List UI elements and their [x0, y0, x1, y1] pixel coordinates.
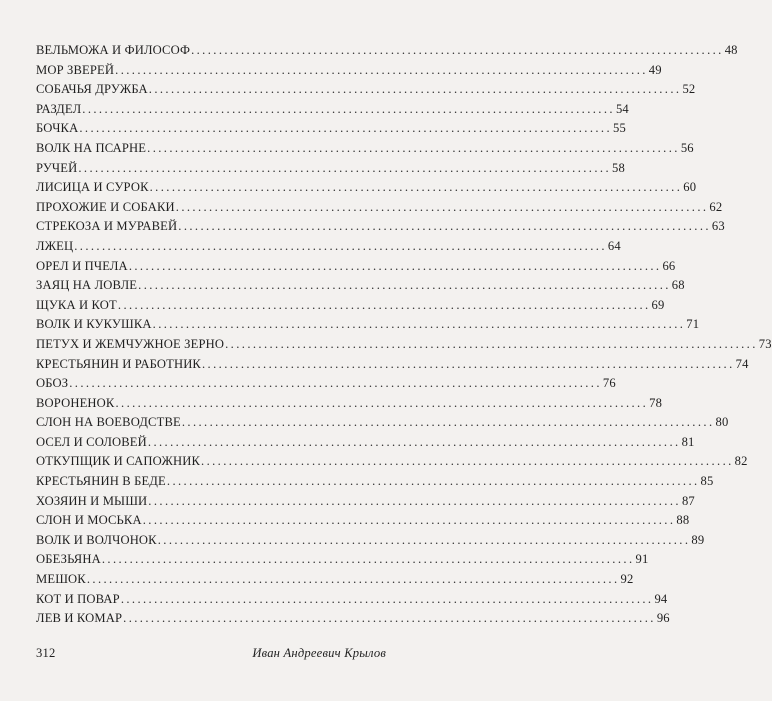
toc-entry-page: 78	[649, 395, 663, 410]
toc-leader-dots: ................................................................................................	[86, 572, 620, 587]
toc-entry-page: 96	[656, 611, 670, 626]
toc-entry-page: 94	[654, 591, 668, 606]
toc-entry	[36, 550, 649, 570]
toc-entry	[36, 590, 668, 610]
toc-entry-title: ЛИСИЦА И СУРОК	[36, 180, 149, 195]
toc-entry-page: 58	[612, 160, 625, 175]
toc-entry-title: ХОЗЯИН И МЫШИ	[36, 493, 148, 508]
toc-leader-dots: ................................................................................................	[79, 121, 613, 136]
toc-leader-dots: ................................................................................................	[123, 611, 656, 626]
toc-entry-title: ПРОХОЖИЕ И СОБАКИ	[36, 199, 175, 214]
toc-entry	[36, 296, 665, 316]
toc-entry-title: МОР ЗВЕРЕЙ	[36, 62, 115, 77]
toc-entry	[36, 452, 748, 472]
toc-entry-title: ОТКУПЩИК И САПОЖНИК	[36, 454, 201, 469]
toc-entry-title: ПЕТУХ И ЖЕМЧУЖНОЕ ЗЕРНО	[36, 336, 225, 351]
footer-author: Иван Андреевич Крылов	[252, 646, 386, 660]
toc-entry-title: ВОЛК И КУКУШКА	[36, 317, 152, 332]
toc-entry	[36, 570, 634, 590]
toc-entry	[36, 61, 662, 81]
toc-leader-dots: ................................................................................................	[115, 395, 649, 410]
toc-entry-page: 87	[681, 493, 695, 508]
toc-entry	[36, 374, 616, 394]
toc-entry	[36, 178, 697, 198]
toc-leader-dots: ................................................................................................	[202, 356, 735, 371]
toc-entry	[36, 413, 729, 433]
toc-entry-title: ВОЛК И ВОЛЧОНОК	[36, 532, 157, 547]
toc-entry-page: 91	[635, 552, 649, 567]
toc-entry	[36, 139, 694, 159]
toc-entry-title: КОТ И ПОВАР	[36, 591, 120, 606]
toc-leader-dots: ................................................................................................	[142, 513, 676, 528]
toc-entry-page: 56	[680, 140, 694, 155]
toc-entry-page: 92	[620, 572, 634, 587]
toc-entry-page: 55	[613, 121, 626, 136]
toc-entry-title: ОРЕЛ И ПЧЕЛА	[36, 258, 128, 273]
toc-entry-title: ЗАЯЦ НА ЛОВЛЕ	[36, 278, 138, 293]
toc-entry-title: РАЗДЕЛ	[36, 101, 82, 116]
toc-entry	[36, 217, 725, 237]
toc-leader-dots: ................................................................................................	[201, 454, 734, 469]
toc-entry-title: ВОЛК НА ПСАРНЕ	[36, 140, 147, 155]
toc-leader-dots: ................................................................................................	[191, 43, 724, 57]
toc-entry-page: 85	[700, 474, 714, 489]
toc-leader-dots: ................................................................................................	[175, 199, 709, 214]
toc-leader-dots: ................................................................................................	[138, 278, 671, 293]
toc-entry-title: ЛЕВ И КОМАР	[36, 611, 123, 626]
footer-page-number: 312	[36, 646, 56, 660]
toc-leader-dots: ................................................................................................	[128, 258, 662, 273]
toc-entry	[36, 492, 695, 512]
toc-entry-page: 63	[711, 219, 725, 234]
toc-entry-title: МЕШОК	[36, 572, 86, 587]
toc-entry-page: 64	[607, 238, 621, 253]
toc-entry	[36, 335, 772, 355]
toc-entry-title: ОБЕЗЬЯНА	[36, 552, 101, 567]
toc-leader-dots: ................................................................................................	[225, 336, 758, 351]
toc-entry-page: 62	[709, 199, 723, 214]
toc-entry-page: 48	[724, 43, 738, 57]
toc-entry-page: 52	[682, 82, 696, 97]
toc-entry-page: 69	[651, 297, 665, 312]
toc-leader-dots: ................................................................................................	[147, 140, 680, 155]
toc-entry-title: РУЧЕЙ	[36, 160, 78, 175]
toc-entry	[36, 119, 626, 139]
toc-entry	[36, 100, 629, 120]
toc-entry-title: КРЕСТЬЯНИН В БЕДЕ	[36, 474, 166, 489]
toc-leader-dots: ................................................................................................	[152, 317, 686, 332]
toc-entry	[36, 159, 625, 179]
toc-leader-dots: ................................................................................................	[115, 62, 648, 77]
toc-leader-dots: ................................................................................................	[149, 180, 683, 195]
toc-entry	[36, 198, 723, 218]
toc-entry-page: 80	[715, 415, 729, 430]
toc-leader-dots: ................................................................................................	[148, 82, 682, 97]
toc-entry-page: 60	[683, 180, 697, 195]
toc-entry	[36, 315, 700, 335]
toc-entry	[36, 511, 690, 531]
toc-entry-page: 73	[758, 336, 772, 351]
toc-leader-dots: ................................................................................................	[69, 376, 602, 391]
toc-entry-title: ВОРОНЕНОК	[36, 395, 115, 410]
toc-leader-dots: ................................................................................................	[148, 493, 681, 508]
toc-entry	[36, 394, 663, 414]
toc-leader-dots: ................................................................................................	[78, 160, 611, 175]
toc-entry	[36, 531, 705, 551]
toc-entry-title: СТРЕКОЗА И МУРАВЕЙ	[36, 219, 178, 234]
toc-entry	[36, 237, 621, 257]
toc-entry-page: 88	[676, 513, 690, 528]
toc-entry-page: 49	[648, 62, 662, 77]
toc-entry-page: 76	[602, 376, 616, 391]
toc-entry-title: СЛОН И МОСЬКА	[36, 513, 142, 528]
table-of-contents	[36, 41, 772, 629]
toc-entry-page: 66	[662, 258, 676, 273]
toc-leader-dots: ................................................................................................	[74, 238, 607, 253]
toc-entry-page: 81	[681, 434, 695, 449]
toc-leader-dots: ................................................................................................	[178, 219, 711, 234]
toc-entry	[36, 41, 738, 61]
toc-leader-dots: ................................................................................................	[117, 297, 651, 312]
toc-entry	[36, 80, 696, 100]
toc-entry-title: ОБОЗ	[36, 376, 69, 391]
toc-entry	[36, 276, 685, 296]
toc-entry	[36, 609, 670, 629]
toc-entry	[36, 433, 695, 453]
toc-entry-title: ЛЖЕЦ	[36, 238, 74, 253]
toc-entry	[36, 472, 714, 492]
toc-entry-title: КРЕСТЬЯНИН И РАБОТНИК	[36, 356, 201, 371]
toc-entry-title: СЛОН НА ВОЕВОДСТВЕ	[36, 415, 181, 430]
toc-leader-dots: ................................................................................................	[147, 434, 681, 449]
toc-leader-dots: ................................................................................................	[82, 101, 615, 116]
toc-leader-dots: ................................................................................................	[166, 474, 700, 489]
toc-leader-dots: ................................................................................................	[157, 532, 691, 547]
toc-entry-title: ВЕЛЬМОЖА И ФИЛОСОФ	[36, 43, 191, 57]
toc-entry-page: 74	[735, 356, 749, 371]
toc-entry-page: 89	[691, 532, 705, 547]
toc-leader-dots: ................................................................................................	[101, 552, 635, 567]
toc-entry	[36, 355, 749, 375]
toc-entry-page: 54	[615, 101, 629, 116]
toc-leader-dots: ................................................................................................	[120, 591, 654, 606]
toc-entry-title: СОБАЧЬЯ ДРУЖБА	[36, 82, 148, 97]
toc-entry-title: БОЧКА	[36, 121, 79, 136]
page-footer	[36, 646, 386, 661]
toc-entry-title: ОСЕЛ И СОЛОВЕЙ	[36, 434, 147, 449]
toc-entry-title: ЩУКА И КОТ	[36, 297, 117, 312]
toc-entry-page: 68	[671, 278, 685, 293]
toc-entry	[36, 257, 676, 277]
toc-leader-dots: ................................................................................................	[181, 415, 715, 430]
toc-entry-page: 82	[734, 454, 748, 469]
toc-entry-page: 71	[686, 317, 700, 332]
